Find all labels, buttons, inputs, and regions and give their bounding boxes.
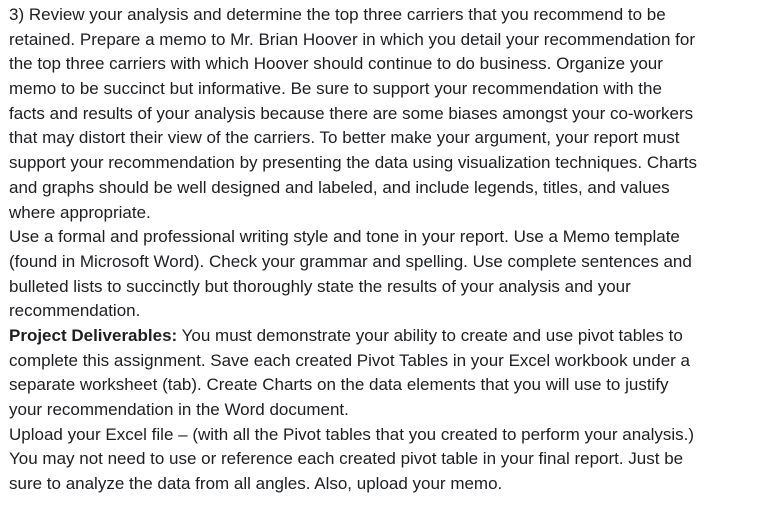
text-line: the top three carriers with which Hoover should continue to do business. Organize your [9, 54, 663, 74]
text-line: separate worksheet (tab). Create Charts on the data elements that you will use to justify [9, 375, 669, 395]
text-line: your recommendation in the Word document. [9, 400, 349, 419]
text-line: retained. Prepare a memo to Mr. Brian Hoover in which you detail your recommendation for [9, 29, 695, 49]
text-line: complete this assignment. Save each created Pivot Tables in your Excel workbook under a [9, 350, 690, 370]
text-line: Upload your Excel file – (with all the Pivot tables that you created to perform your analysis.) [9, 424, 695, 444]
text-line: Use a formal and professional writing style and tone in your report. Use a Memo template [9, 227, 680, 247]
text-line: where appropriate. [9, 202, 151, 222]
text-line: facts and results of your analysis because there are some biases amongst your co-workers [9, 103, 694, 123]
paragraph-project-deliverables [9, 324, 764, 423]
text-line: bulleted lists to succinctly but thoroughly state the results of your analysis and your [9, 276, 631, 296]
text-line: memo to be succinct but informative. Be sure to support your recommendation with the [9, 79, 662, 99]
deliverables-first-line: You must demonstrate your ability to create and use pivot tables to [177, 325, 683, 345]
deliverables-heading: Project Deliverables: [9, 325, 178, 345]
paragraph-writing-style [9, 225, 764, 324]
paragraph-upload [9, 423, 764, 497]
text-line: support your recommendation by presenting the data using visualization techniques. Charts [9, 153, 697, 173]
text-line: sure to analyze the data from all angles. Also, upload your memo. [9, 474, 503, 494]
paragraph-review-analysis [9, 3, 764, 225]
text-line: (found in Microsoft Word). Check your grammar and spelling. Use complete sentences and [9, 251, 692, 271]
text-line: You may not need to use or reference each created pivot table in your final report. Just be [9, 449, 684, 469]
text-line [9, 324, 764, 349]
text-line: that may distort their view of the carriers. To better make your argument, your report must [9, 128, 680, 148]
text-line: and graphs should be well designed and labeled, and include legends, titles, and values [9, 177, 670, 197]
text-line: 3) Review your analysis and determine the top three carriers that you recommend to be [9, 5, 666, 24]
text-line: recommendation. [9, 301, 141, 321]
